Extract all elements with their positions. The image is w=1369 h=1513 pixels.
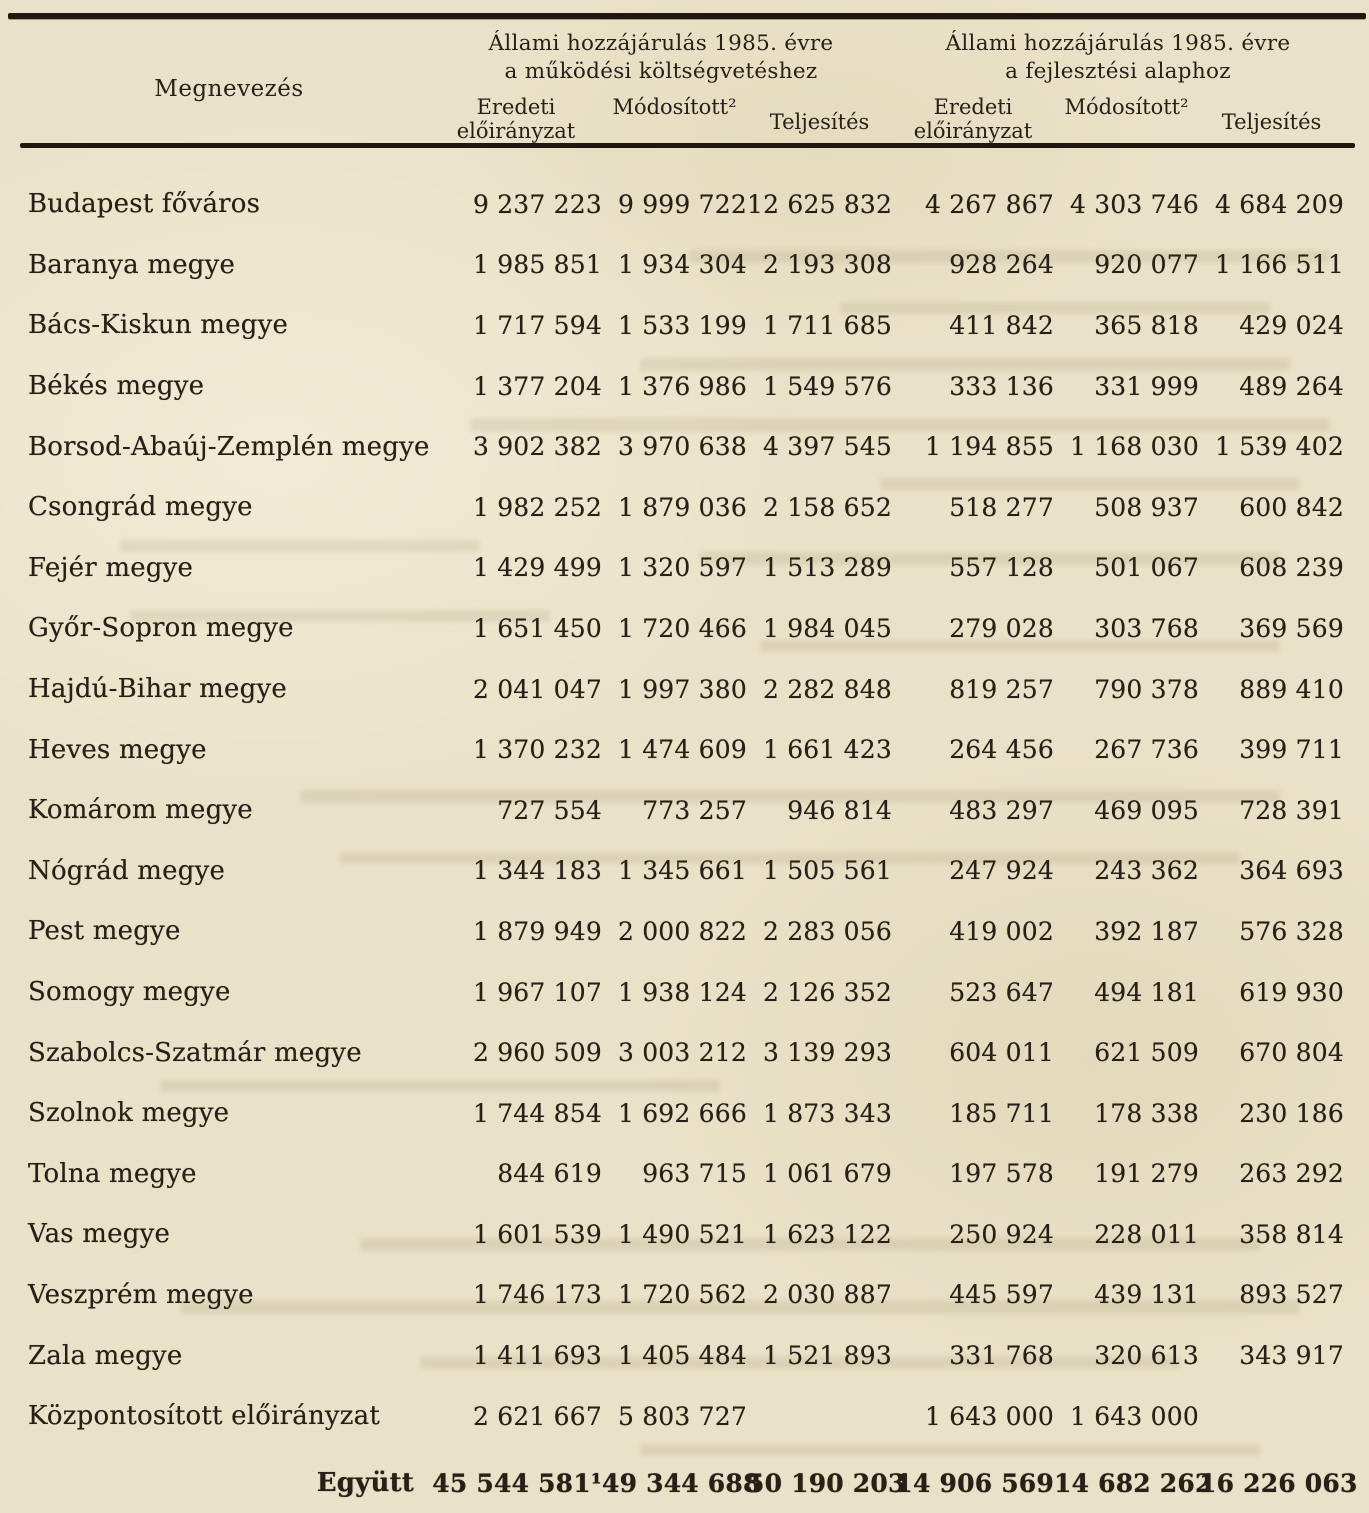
- cell-operating-modositott: 1 692 666: [617, 1098, 747, 1128]
- cell-operating-teljesites: 12 625 832: [747, 189, 893, 219]
- cell-operating-teljesites: 2 158 652: [762, 492, 892, 522]
- cell-operating-modositott: 1 345 661: [617, 856, 747, 886]
- cell-operating-eredeti: 1 429 499: [472, 553, 602, 583]
- cell-operating-eredeti: 1 717 594: [472, 310, 602, 340]
- group1-subheaders: [430, 95, 892, 143]
- row-label: Baranya megye: [28, 249, 236, 280]
- cell-development-modositott: 178 338: [1094, 1098, 1199, 1128]
- cell-operating-modositott: 3 003 212: [617, 1038, 747, 1068]
- table-row: [0, 1083, 1369, 1144]
- cell-operating-teljesites: 2 283 056: [762, 916, 892, 946]
- table-header: [0, 22, 1369, 143]
- cell-operating-eredeti: 1 370 232: [472, 735, 602, 765]
- cell-development-teljesites: 1 539 402: [1214, 432, 1344, 462]
- row-label: Nógrád megye: [28, 855, 226, 886]
- table-row: [0, 1022, 1369, 1083]
- cell-development-eredeti: 557 128: [949, 553, 1054, 583]
- cell-development-eredeti: 523 647: [949, 977, 1054, 1007]
- cell-development-teljesites: 608 239: [1239, 553, 1344, 583]
- row-label: Békés megye: [28, 371, 205, 402]
- row-label: Szolnok megye: [28, 1098, 230, 1129]
- table-row: [0, 295, 1369, 356]
- cell-operating-eredeti: 2 960 509: [472, 1038, 602, 1068]
- group1-col-teljesites: Teljesítés: [769, 109, 870, 134]
- table-total-row: [0, 1450, 1369, 1513]
- cell-operating-teljesites: 1 549 576: [762, 371, 892, 401]
- cell-operating-teljesites: 1 061 679: [762, 1159, 892, 1189]
- cell-operating-modositott: 1 720 466: [617, 613, 747, 643]
- cell-development-modositott: 501 067: [1094, 553, 1199, 583]
- cell-operating-eredeti: 1 967 107: [472, 977, 602, 1007]
- cell-development-modositott: 494 181: [1094, 977, 1199, 1007]
- cell-operating-teljesites: 2 126 352: [762, 977, 892, 1007]
- cell-operating-eredeti: 1 601 539: [472, 1219, 602, 1249]
- cell-operating-eredeti: 1 344 183: [472, 856, 602, 886]
- table-row: [0, 841, 1369, 902]
- cell-operating-eredeti: 1 985 851: [472, 250, 602, 280]
- cell-development-modositott: 228 011: [1094, 1219, 1199, 1249]
- cell-operating-eredeti: 45 544 581¹: [432, 1468, 602, 1498]
- cell-operating-eredeti: 1 746 173: [472, 1280, 602, 1310]
- cell-development-teljesites: 16 226 063: [1199, 1468, 1358, 1498]
- cell-development-modositott: 4 303 746: [1069, 189, 1199, 219]
- column-header-megnevezes: Megnevezés: [154, 75, 304, 102]
- cell-development-eredeti: 197 578: [949, 1159, 1054, 1189]
- cell-development-teljesites: 600 842: [1239, 492, 1344, 522]
- cell-operating-eredeti: 1 982 252: [472, 492, 602, 522]
- cell-operating-teljesites: 1 711 685: [762, 310, 892, 340]
- row-label: Központosított előirányzat: [28, 1401, 381, 1432]
- cell-development-eredeti: 264 456: [949, 735, 1054, 765]
- row-label: Komárom megye: [28, 795, 253, 826]
- cell-development-eredeti: 419 002: [949, 916, 1054, 946]
- cell-development-teljesites: 358 814: [1239, 1219, 1344, 1249]
- cell-development-teljesites: 670 804: [1239, 1038, 1344, 1068]
- cell-development-eredeti: 279 028: [949, 613, 1054, 643]
- cell-development-teljesites: 1 166 511: [1214, 250, 1344, 280]
- cell-development-modositott: 243 362: [1094, 856, 1199, 886]
- table-row: [0, 1204, 1369, 1265]
- cell-operating-eredeti: 3 902 382: [472, 432, 602, 462]
- group1-col-eredeti: Eredeti előirányzat: [456, 94, 576, 144]
- cell-operating-eredeti: 1 411 693: [472, 1341, 602, 1371]
- cell-development-eredeti: 1 643 000: [924, 1401, 1054, 1431]
- group1-title: [430, 30, 892, 86]
- cell-development-modositott: 621 509: [1094, 1038, 1199, 1068]
- row-label: Borsod-Abaúj-Zemplén megye: [28, 431, 430, 462]
- cell-development-teljesites: 230 186: [1239, 1098, 1344, 1128]
- table-row: [0, 780, 1369, 841]
- table-row: [0, 477, 1369, 538]
- table-row: [0, 235, 1369, 296]
- cell-operating-modositott: 1 720 562: [617, 1280, 747, 1310]
- row-label: Heves megye: [28, 734, 207, 765]
- table-row: [0, 538, 1369, 599]
- cell-development-eredeti: 604 011: [949, 1038, 1054, 1068]
- cell-development-eredeti: 14 906 569: [895, 1468, 1054, 1498]
- cell-development-eredeti: 483 297: [949, 795, 1054, 825]
- cell-development-modositott: 320 613: [1094, 1341, 1199, 1371]
- cell-development-modositott: 303 768: [1094, 613, 1199, 643]
- cell-development-eredeti: 331 768: [949, 1341, 1054, 1371]
- cell-operating-modositott: 1 474 609: [617, 735, 747, 765]
- row-label: Somogy megye: [28, 977, 231, 1008]
- cell-operating-modositott: 49 344 688: [602, 1468, 761, 1498]
- cell-development-teljesites: 728 391: [1239, 795, 1344, 825]
- cell-development-eredeti: 1 194 855: [924, 432, 1054, 462]
- group2-col-teljesites: Teljesítés: [1221, 109, 1322, 134]
- cell-development-modositott: 191 279: [1094, 1159, 1199, 1189]
- cell-development-modositott: 267 736: [1094, 735, 1199, 765]
- cell-development-teljesites: 489 264: [1239, 371, 1344, 401]
- cell-development-eredeti: 411 842: [949, 310, 1054, 340]
- cell-development-modositott: 1 168 030: [1069, 432, 1199, 462]
- cell-development-modositott: 365 818: [1094, 310, 1199, 340]
- cell-operating-modositott: 2 000 822: [617, 916, 747, 946]
- cell-development-teljesites: 343 917: [1239, 1341, 1344, 1371]
- cell-operating-modositott: 3 970 638: [617, 432, 747, 462]
- cell-development-modositott: 1 643 000: [1069, 1401, 1199, 1431]
- row-label: Hajdú-Bihar megye: [28, 674, 287, 705]
- table-row: [0, 1265, 1369, 1326]
- table-body: [0, 148, 1369, 1513]
- cell-development-eredeti: 333 136: [949, 371, 1054, 401]
- cell-operating-teljesites: 1 661 423: [762, 735, 892, 765]
- cell-development-eredeti: 185 711: [949, 1098, 1054, 1128]
- cell-development-eredeti: 4 267 867: [924, 189, 1054, 219]
- table-row: [0, 356, 1369, 417]
- cell-operating-teljesites: 2 030 887: [762, 1280, 892, 1310]
- cell-development-eredeti: 928 264: [949, 250, 1054, 280]
- cell-development-eredeti: 445 597: [949, 1280, 1054, 1310]
- table-row: [0, 659, 1369, 720]
- cell-operating-teljesites: 1 521 893: [762, 1341, 892, 1371]
- table-row: [0, 1144, 1369, 1205]
- cell-operating-eredeti: 727 554: [497, 795, 602, 825]
- cell-operating-modositott: 773 257: [642, 795, 747, 825]
- cell-operating-modositott: 1 997 380: [617, 674, 747, 704]
- group1-title-line2: a működési költségvetéshez: [504, 58, 818, 84]
- cell-operating-eredeti: 1 879 949: [472, 916, 602, 946]
- row-label: Együtt: [316, 1468, 414, 1499]
- cell-development-teljesites: 429 024: [1239, 310, 1344, 340]
- cell-operating-modositott: 1 490 521: [617, 1219, 747, 1249]
- cell-operating-modositott: 1 533 199: [617, 310, 747, 340]
- cell-operating-teljesites: 946 814: [787, 795, 892, 825]
- cell-development-teljesites: 364 693: [1239, 856, 1344, 886]
- cell-operating-teljesites: 1 505 561: [762, 856, 892, 886]
- table-row: [0, 962, 1369, 1023]
- cell-operating-eredeti: 1 377 204: [472, 371, 602, 401]
- cell-operating-modositott: 963 715: [642, 1159, 747, 1189]
- cell-development-modositott: 14 682 262: [1054, 1468, 1213, 1498]
- cell-development-eredeti: 518 277: [949, 492, 1054, 522]
- cell-development-modositott: 920 077: [1094, 250, 1199, 280]
- cell-development-modositott: 790 378: [1094, 674, 1199, 704]
- cell-development-teljesites: 4 684 209: [1214, 189, 1344, 219]
- cell-operating-eredeti: 2 621 667: [472, 1401, 602, 1431]
- cell-operating-modositott: 1 938 124: [617, 977, 747, 1007]
- row-label: Veszprém megye: [28, 1279, 254, 1310]
- row-label: Pest megye: [28, 916, 181, 947]
- row-label: Zala megye: [28, 1340, 183, 1371]
- row-label: Csongrád megye: [28, 492, 253, 523]
- cell-development-modositott: 439 131: [1094, 1280, 1199, 1310]
- cell-operating-teljesites: 4 397 545: [762, 432, 892, 462]
- top-rule: [8, 13, 1366, 19]
- table-row: [0, 901, 1369, 962]
- row-label: Bács-Kiskun megye: [28, 310, 289, 341]
- cell-development-teljesites: 263 292: [1239, 1159, 1344, 1189]
- cell-operating-eredeti: 1 744 854: [472, 1098, 602, 1128]
- cell-operating-eredeti: 9 237 223: [472, 189, 602, 219]
- row-label: Budapest főváros: [28, 189, 261, 220]
- cell-operating-teljesites: 1 623 122: [762, 1219, 892, 1249]
- group1-title-line1: Állami hozzájárulás 1985. évre: [488, 31, 834, 56]
- cell-development-teljesites: 889 410: [1239, 674, 1344, 704]
- cell-development-teljesites: 576 328: [1239, 916, 1344, 946]
- group2-col-eredeti: Eredeti előirányzat: [913, 94, 1033, 144]
- table-row: [0, 416, 1369, 477]
- cell-development-modositott: 469 095: [1094, 795, 1199, 825]
- cell-operating-modositott: 1 405 484: [617, 1341, 747, 1371]
- group2-title-line1: Állami hozzájárulás 1985. évre: [945, 31, 1291, 56]
- table-row: [0, 1325, 1369, 1386]
- cell-operating-teljesites: 2 193 308: [762, 250, 892, 280]
- cell-development-eredeti: 250 924: [949, 1219, 1054, 1249]
- cell-operating-teljesites: 50 190 203: [747, 1468, 906, 1498]
- table-row: [0, 1386, 1369, 1447]
- table-row: [0, 174, 1369, 235]
- cell-development-modositott: 331 999: [1094, 371, 1199, 401]
- cell-operating-eredeti: 844 619: [497, 1159, 602, 1189]
- cell-development-eredeti: 819 257: [949, 674, 1054, 704]
- group2-title: [892, 30, 1344, 86]
- row-label: Szabolcs-Szatmár megye: [28, 1037, 362, 1068]
- cell-operating-modositott: 1 376 986: [617, 371, 747, 401]
- column-group-development-fund: [892, 22, 1344, 143]
- row-label: Fejér megye: [28, 552, 194, 583]
- group2-title-line2: a fejlesztési alaphoz: [1005, 58, 1231, 84]
- cell-operating-eredeti: 1 651 450: [472, 613, 602, 643]
- cell-development-teljesites: 399 711: [1239, 735, 1344, 765]
- cell-operating-teljesites: 3 139 293: [762, 1038, 892, 1068]
- cell-development-teljesites: 369 569: [1239, 613, 1344, 643]
- group1-col-modositott: Módosított²: [612, 94, 737, 119]
- cell-operating-eredeti: 2 041 047: [472, 674, 602, 704]
- table-row: [0, 719, 1369, 780]
- cell-development-eredeti: 247 924: [949, 856, 1054, 886]
- cell-operating-modositott: 1 934 304: [617, 250, 747, 280]
- group2-col-modositott: Módosított²: [1064, 94, 1189, 119]
- cell-operating-teljesites: 1 513 289: [762, 553, 892, 583]
- cell-development-modositott: 508 937: [1094, 492, 1199, 522]
- row-label: Tolna megye: [28, 1158, 197, 1189]
- row-label: Vas megye: [28, 1219, 171, 1250]
- column-group-operating-budget: [430, 22, 892, 143]
- cell-development-teljesites: 893 527: [1239, 1280, 1344, 1310]
- cell-development-modositott: 392 187: [1094, 916, 1199, 946]
- cell-operating-teljesites: 1 984 045: [762, 613, 892, 643]
- cell-operating-modositott: 9 999 722: [617, 189, 747, 219]
- cell-development-teljesites: 619 930: [1239, 977, 1344, 1007]
- group2-subheaders: [892, 95, 1344, 143]
- cell-operating-modositott: 1 320 597: [617, 553, 747, 583]
- cell-operating-teljesites: 2 282 848: [762, 674, 892, 704]
- cell-operating-modositott: 1 879 036: [617, 492, 747, 522]
- cell-operating-modositott: 5 803 727: [617, 1401, 747, 1431]
- table-row: [0, 598, 1369, 659]
- cell-operating-teljesites: 1 873 343: [762, 1098, 892, 1128]
- row-label: Győr-Sopron megye: [28, 613, 294, 644]
